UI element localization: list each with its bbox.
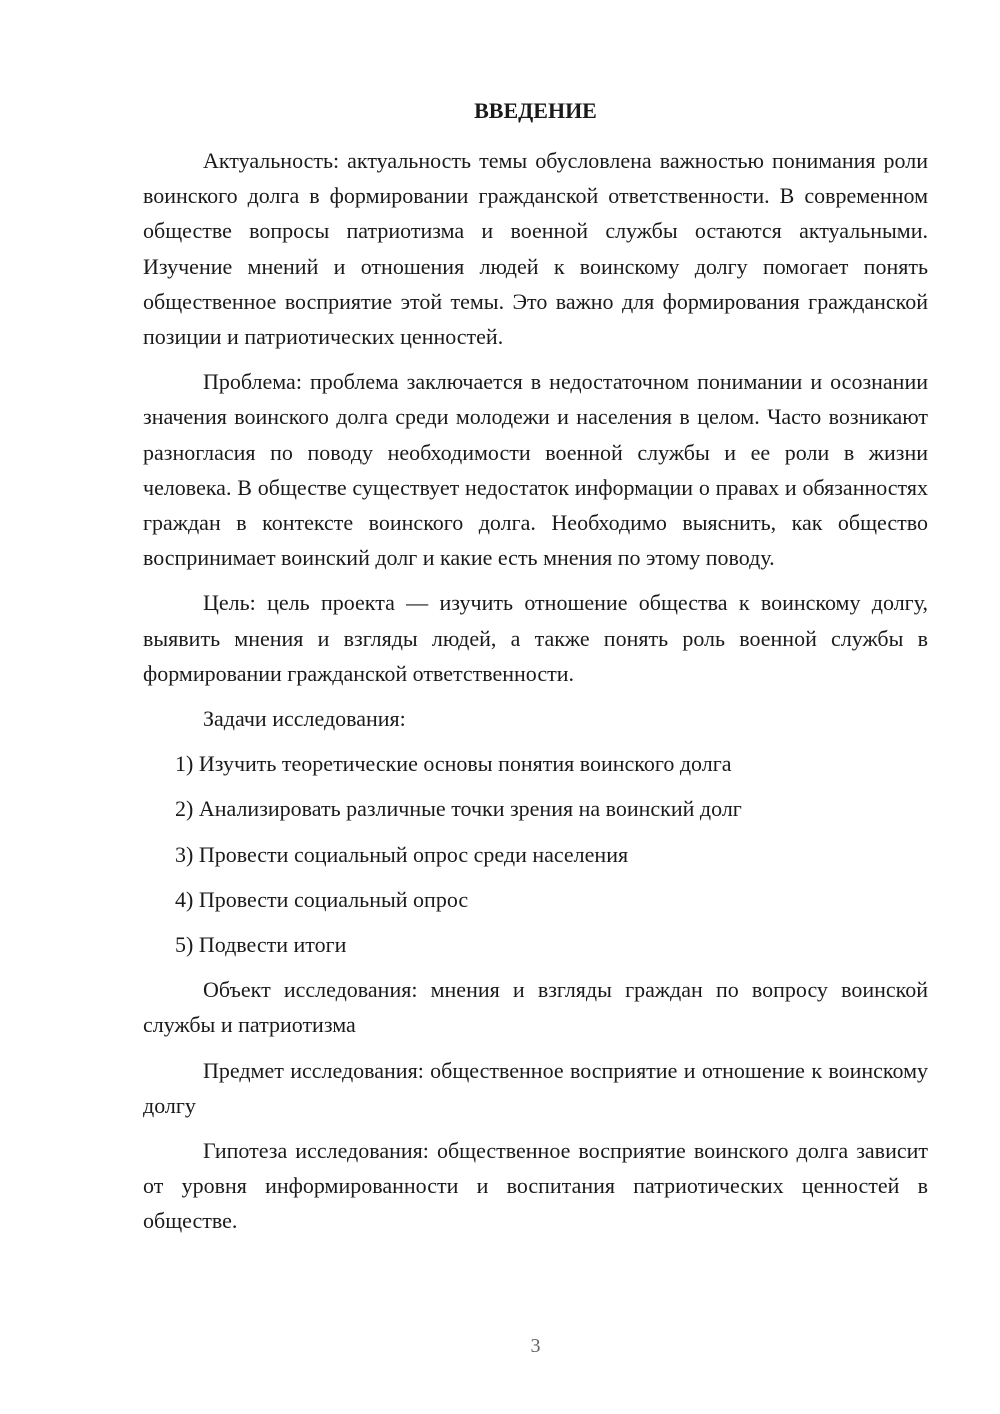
tasks-list xyxy=(143,746,928,962)
document-body xyxy=(143,143,928,1249)
list-item: 4) Провести социальный опрос xyxy=(175,886,469,912)
hypothesis-paragraph: Гипотеза исследования: общественное восприятие воинского долга зависит от уровня информированности и воспитания патриотических ценностей в обществе. xyxy=(143,1138,928,1234)
goal-paragraph: Цель: цель проекта — изучить отношение общества к воинскому долгу, выявить мнения и взгляды людей, а также понять роль военной службы в формировании гражданской ответственности. xyxy=(143,590,928,686)
subject-paragraph: Предмет исследования: общественное восприятие и отношение к воинскому долгу xyxy=(143,1057,928,1118)
list-item: 1) Изучить теоретические основы понятия воинского долга xyxy=(175,751,732,777)
list-item: 2) Анализировать различные точки зрения на воинский долг xyxy=(175,796,742,822)
document-page xyxy=(143,0,928,1414)
page-number: 3 xyxy=(530,1335,541,1357)
tasks-heading: Задачи исследования: xyxy=(203,706,406,732)
object-paragraph: Объект исследования: мнения и взгляды граждан по вопросу воинской службы и патриотизма xyxy=(143,977,928,1038)
relevance-paragraph: Актуальность: актуальность темы обусловлена важностью понимания роли воинского долга в формировании гражданской ответственности. В современном обществе вопросы патриотизма и военной службы остаются актуальными. Изучение мнений и отношения людей к воинскому долгу помогает понять общественное восприятие этой темы. Это важно для формирования гражданской позиции и патриотических ценностей. xyxy=(143,148,928,350)
list-item: 5) Подвести итоги xyxy=(175,932,347,958)
list-item: 3) Провести социальный опрос среди населения xyxy=(175,841,629,867)
page-title: ВВЕДЕНИЕ xyxy=(474,98,597,123)
problem-paragraph: Проблема: проблема заключается в недостаточном понимании и осознании значения воинского долга среди молодежи и населения в целом. Часто возникают разногласия по поводу необходимости военной службы и ее роли в жизни человека. В обществе существует недостаток информации о правах и обязанностях граждан в контексте воинского долга. Необходимо выяснить, как общество воспринимает воинский долг и какие есть мнения по этому поводу. xyxy=(143,369,928,571)
